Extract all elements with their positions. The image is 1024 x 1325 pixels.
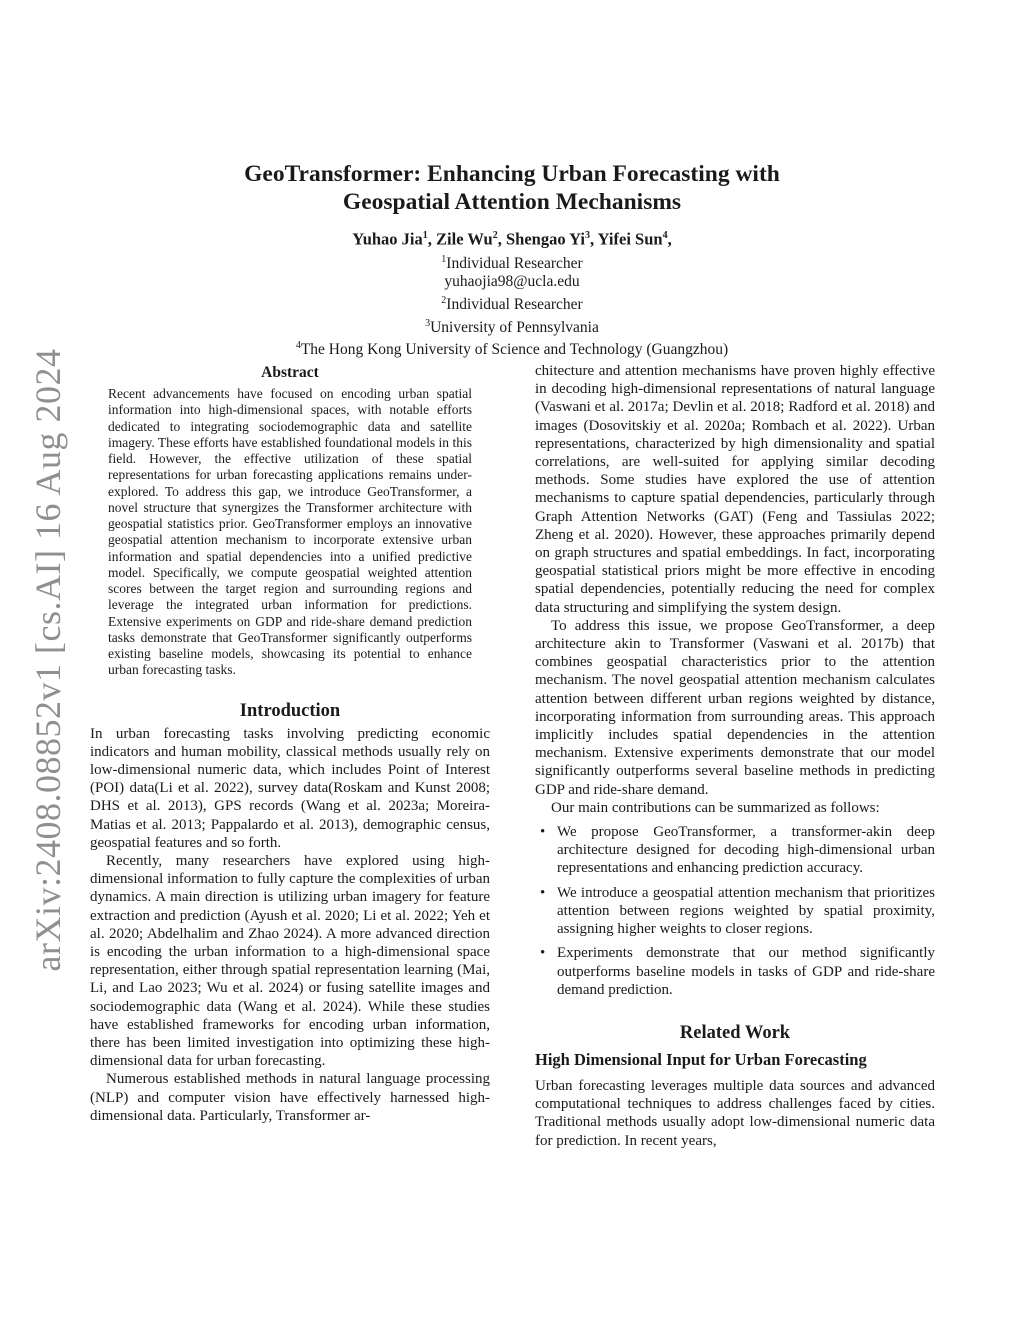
list-item	[540, 944, 935, 999]
author-separator: ,	[497, 229, 506, 249]
intro-paragraph: Recently, many researchers have explored using high-dimensional information to fully capture the complexities of urban dynamics. A main direction is utilizing urban imagery for feature extraction and prediction (Ayush et al. 2020; Li et al. 2022; Yeh et al. 2020; Abdelhalim and Zhao 2024). A more advanced direction is encoding the urban information to a high-dimensional space representation, either through spatial representation learning (Mai, Li, and Lao 2023; Wu et al. 2024) or fusing satellite images and sociodemographic data (Wang et al. 2024). While these studies have established frameworks for encoding urban information, there has been limited investigation into optimizing these high-dimensional data for urban forecasting.	[90, 852, 490, 1070]
body-paragraph: chitecture and attention mechanisms have proven highly effective in decoding high-dimensional representations of natural language (Vaswani et al. 2017a; Devlin et al. 2018; Radford et al. 2018) and images (Dosovitskiy et al. 2020a; Rombach et al. 2022). Urban representations, characterized by high dimensionality and spatial correlations, are well-suited for applying similar decoding methods. Some studies have explored the use of attention mechanisms to capture spatial dependencies, particularly through Graph Attention Networks (GAT) (Feng and Tassiulas 2022; Zheng et al. 2020). However, these approaches primarily depend on graph structures and spatial embeddings. In fact, incorporating geospatial statistical priors might be more effective in encoding spatial dependencies, potentially reducing the need for complex data structuring and simplifying the system design.	[535, 363, 935, 616]
contribution-text: We introduce a geospatial attention mechanism that prioritizes attention between regions weighted by spatial proximity, assigning higher weights to closer regions.	[557, 884, 935, 938]
author-separator: ,	[589, 229, 598, 249]
body-paragraph: Urban forecasting leverages multiple data sources and advanced computational techniques to address challenges faced by cities. Traditional methods usually adopt low-dimensional numeric data for prediction. In recent years,	[535, 1077, 935, 1149]
author-name: Zile Wu	[436, 229, 493, 249]
contribution-text: We propose GeoTransformer, a transformer-akin deep architecture designed for decoding high-dimensional urban representations and enhancing prediction accuracy.	[557, 824, 935, 877]
author-affil-mark: 1	[422, 230, 428, 241]
author-name: Yuhao Jia	[352, 229, 423, 249]
author-separator: ,	[667, 229, 672, 249]
intro-paragraph: In urban forecasting tasks involving predicting economic indicators and human mobility, classical methods usually rely on low-dimensional numeric data, which includes Point of Interest (POI) data(Li et al. 2022), survey data(Roskam and Kunst 2008; DHS et al. 2013), GPS records (Wang et al. 2023a; Moreira-Matias et al. 2013; Pappalardo et al. 2013), demographic census, geospatial features and so forth.	[90, 725, 490, 851]
email-text: yuhaojia98@ucla.edu	[444, 273, 580, 291]
affiliation-mark: 2	[441, 294, 447, 306]
body-paragraph: To address this issue, we propose GeoTransformer, a deep architecture akin to Transformer (Vaswani et al. 2017b) that combines geospatial characteristics prior to the attention mechanism. The novel geospatial attention mechanism calculates attention between different urban regions weighted by distance, incorporating information from surrounding areas. This approach implicitly includes spatial dependencies in the attention mechanism. Extensive experiments demonstrate that our model significantly outperforms several baseline methods in predicting GDP and ride-share demand.	[535, 617, 935, 798]
left-column	[90, 362, 490, 1125]
affiliation	[0, 337, 1024, 360]
introduction-heading: Introduction	[239, 700, 341, 721]
affiliation-mark: 4	[295, 340, 301, 352]
arxiv-identifier: arXiv:2408.08852v1 [cs.AI] 16 Aug 2024	[28, 348, 68, 972]
affiliation	[0, 315, 1024, 338]
author-email	[0, 273, 1024, 292]
author-affil-mark: 3	[584, 230, 590, 241]
affiliation-mark: 3	[425, 317, 431, 329]
bullet-icon: •	[540, 945, 546, 962]
affiliation-text: The Hong Kong University of Science and Technology (Guangzhou)	[300, 341, 729, 359]
contributions-list	[535, 823, 935, 999]
affiliation-text: Individual Researcher	[446, 296, 583, 313]
list-item	[540, 884, 935, 939]
paper-title-line-1: GeoTransformer: Enhancing Urban Forecasting with	[244, 161, 780, 187]
author-separator: ,	[427, 229, 437, 249]
contribution-text: Experiments demonstrate that our method significantly outperforms baseline models in tasks of GDP and ride-share demand prediction.	[557, 945, 935, 998]
paper-title-line-2: Geospatial Attention Mechanisms	[342, 189, 682, 215]
body-paragraph: Our main contributions can be summarized as follows:	[551, 799, 880, 816]
related-work-heading: Related Work	[679, 1022, 791, 1043]
affiliation	[0, 292, 1024, 315]
bullet-icon: •	[540, 824, 546, 841]
author-name: Shengao Yi	[505, 229, 585, 249]
author-name: Yifei Sun	[597, 229, 663, 249]
intro-paragraph: Numerous established methods in natural language processing (NLP) and computer vision have effectively harnessed high-dimensional data. Particularly, Transformer ar-	[90, 1071, 490, 1124]
author-list	[0, 225, 1024, 251]
list-item	[540, 823, 935, 878]
right-column	[535, 362, 935, 1150]
author-affil-mark: 2	[492, 230, 498, 241]
affiliation	[0, 251, 1024, 274]
abstract-heading: Abstract	[261, 364, 319, 381]
bullet-icon: •	[540, 884, 546, 901]
affiliation-text: Individual Researcher	[446, 254, 583, 272]
title-block	[0, 160, 1024, 360]
abstract-section	[108, 362, 472, 679]
author-affil-mark: 4	[662, 230, 668, 241]
affiliation-mark: 1	[441, 253, 447, 265]
abstract-text: Recent advancements have focused on encoding urban spatial information into high-dimensional spaces, with notable efforts dedicated to integrating sociodemographic data and satellite imagery. These efforts have established foundational models in this field. However, the effective utilization of these spatial representations for urban forecasting applications remains under-explored. To address this gap, we introduce GeoTransformer, a novel structure that synergizes the Transformer architecture with geospatial statistics prior. GeoTransformer employs an innovative geospatial attention mechanism to incorporate extensive urban information and spatial dependencies into a unified predictive model. Specifically, we compute geospatial weighted attention scores between the target region and surrounding regions and leverage the integrated urban information for predictions. Extensive experiments on GDP and ride-share demand prediction tasks demonstrate that GeoTransformer significantly outperforms existing baseline models, showcasing its potential to enhance urban forecasting tasks.	[108, 386, 472, 678]
subsection-heading: High Dimensional Input for Urban Forecasting	[535, 1049, 867, 1069]
affiliation-text: University of Pennsylvania	[430, 318, 599, 336]
